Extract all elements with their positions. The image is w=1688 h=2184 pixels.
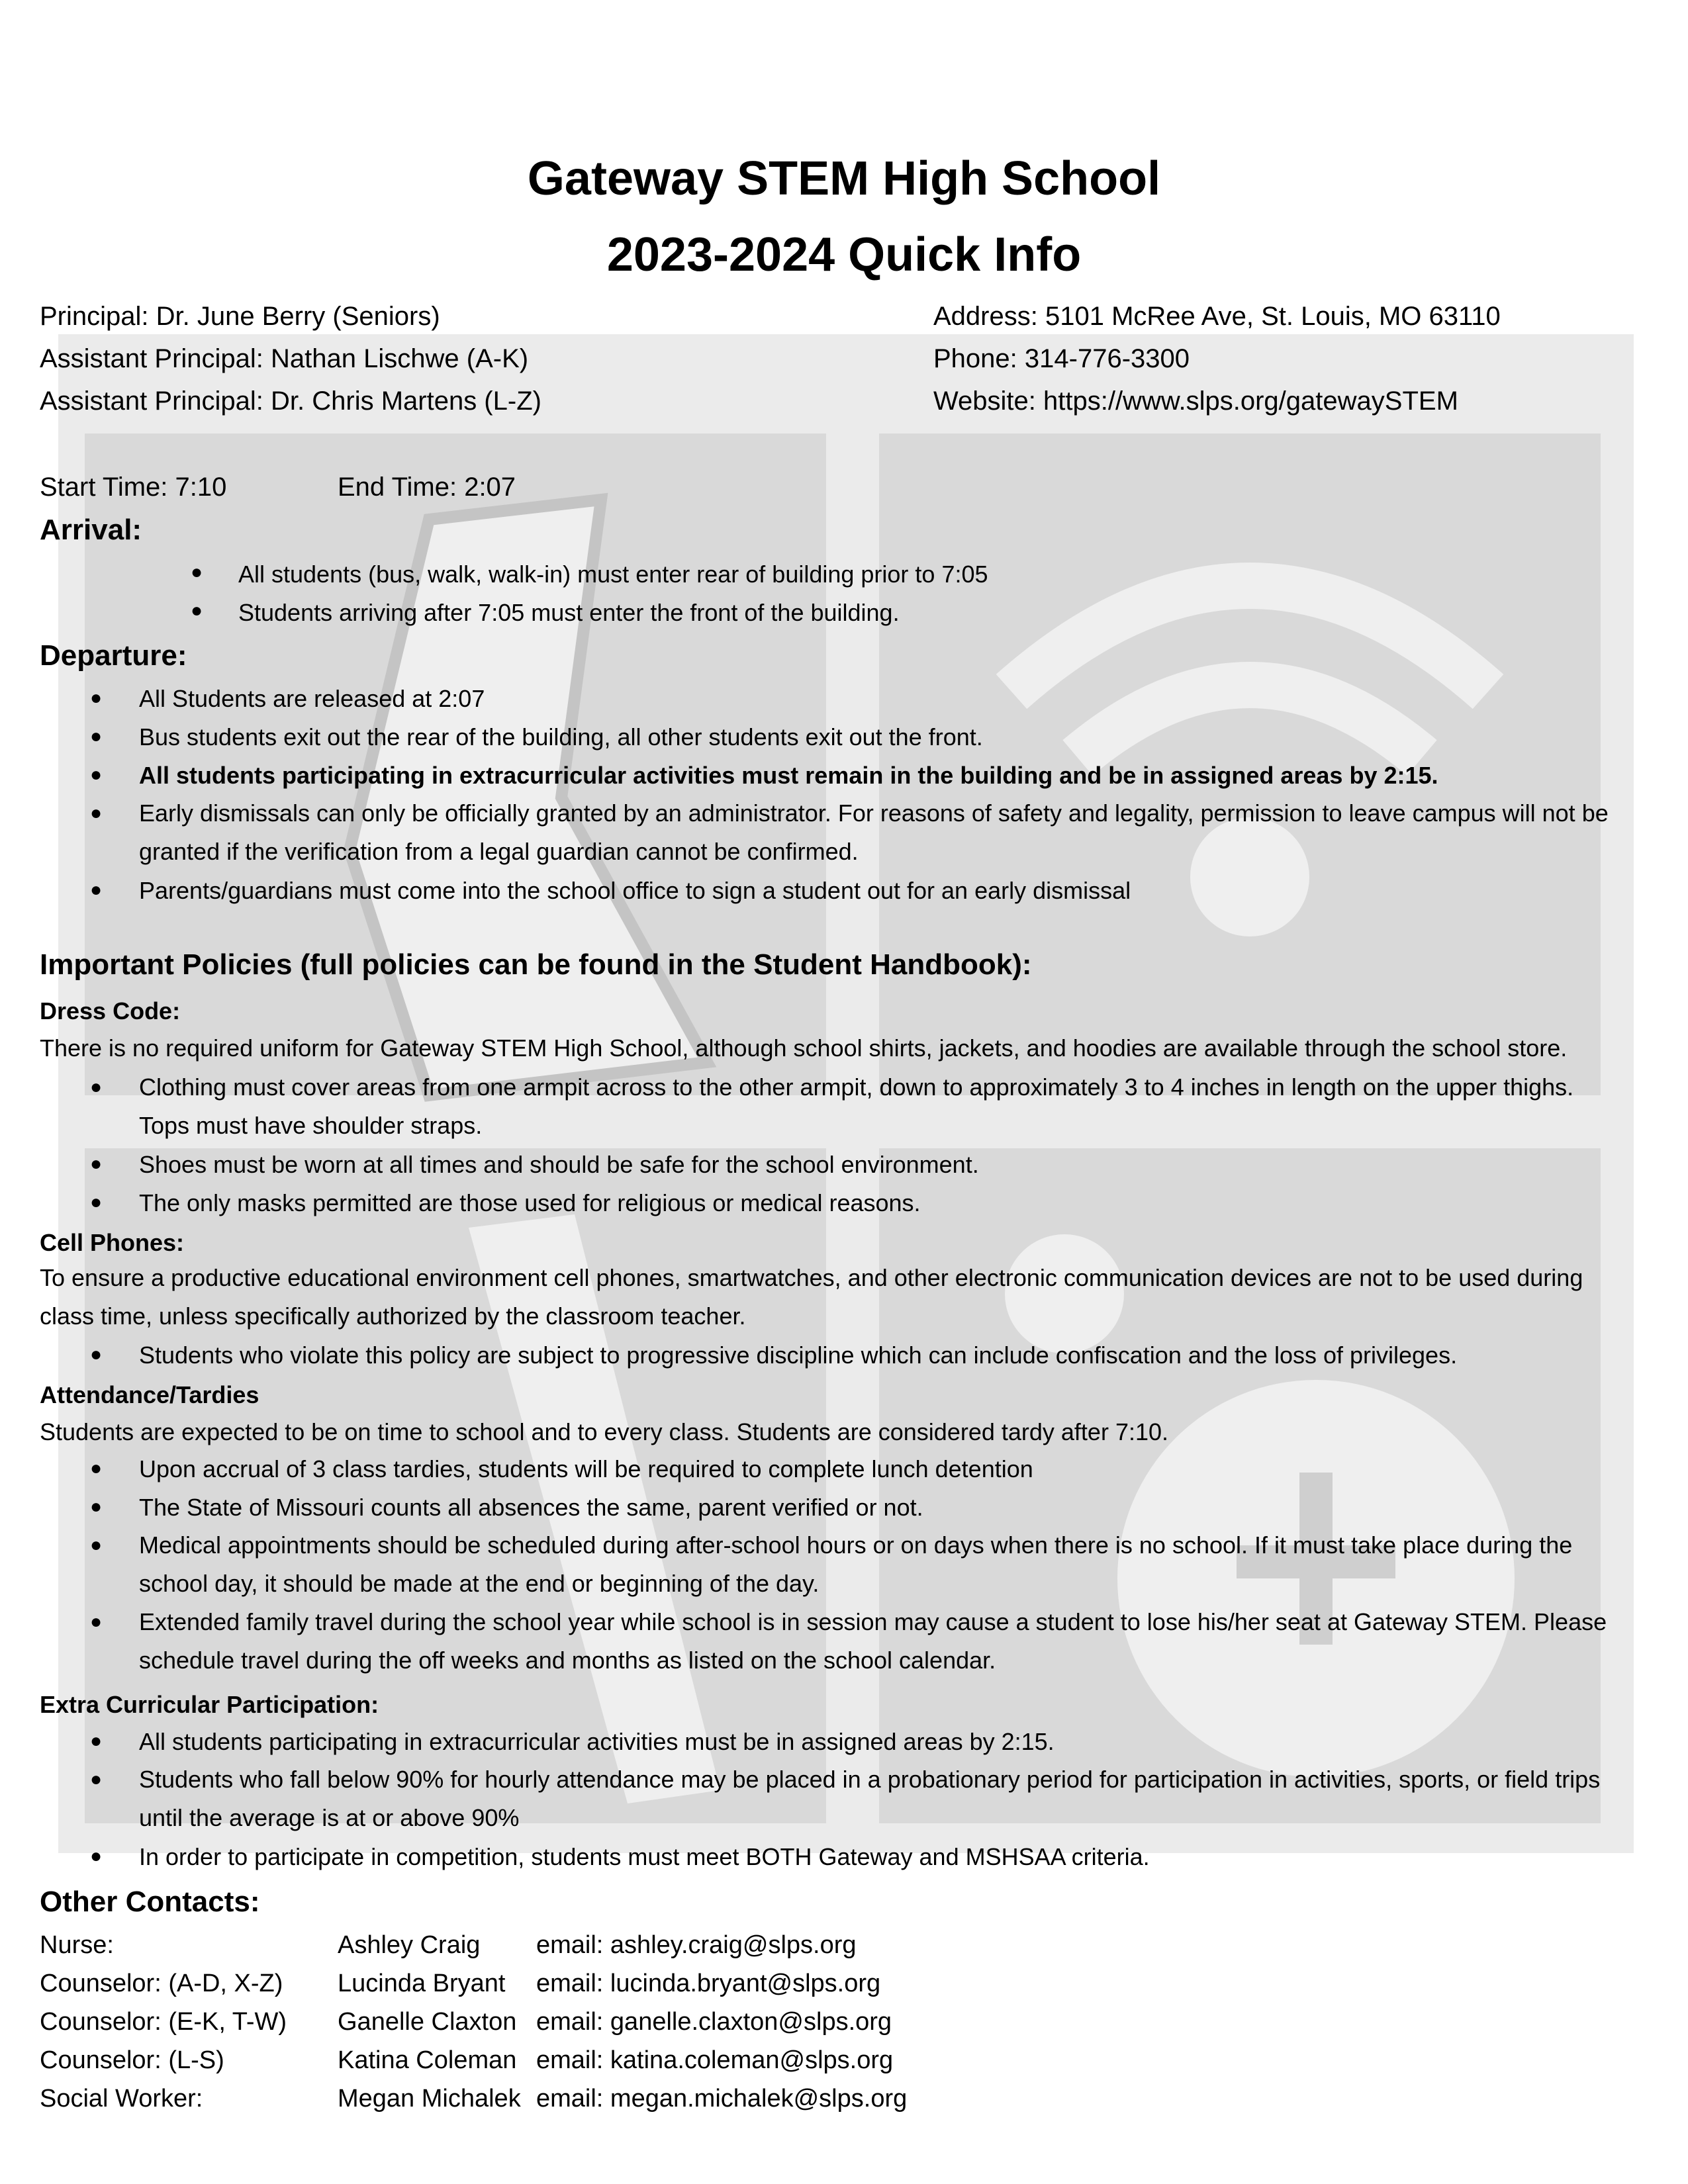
bullet-icon: ● bbox=[191, 600, 203, 621]
arrival-heading: Arrival: bbox=[40, 514, 142, 546]
bullet-icon: ● bbox=[90, 879, 103, 901]
cell-phones-item: Students who violate this policy are subject to progressive discipline which can include confiscation and the loss of privileges. bbox=[139, 1342, 1458, 1369]
bullet-icon: ● bbox=[90, 725, 103, 747]
website-link[interactable]: Website: https://www.slps.org/gatewaySTEM bbox=[933, 387, 1458, 416]
attendance-item: Medical appointments should be scheduled during after-school hours or on days when there is no school. If it must take place during the school day, it should be made at the end or beginning of the day. bbox=[139, 1531, 1573, 1597]
bullet-icon: ● bbox=[90, 1343, 103, 1365]
contact-email[interactable]: email: ashley.craig@slps.org bbox=[536, 1931, 857, 1959]
attendance-item: Extended family travel during the school year while school is in session may cause a student to lose his/her seat at Gateway STEM. Please schedule travel during the off weeks and months as listed on the school calendar. bbox=[139, 1608, 1607, 1674]
bullet-icon: ● bbox=[90, 1457, 103, 1479]
attendance-intro: Students are expected to be on time to school and to every class. Students are considered tardy after 7:10. bbox=[40, 1418, 1169, 1445]
contact-email[interactable]: email: ganelle.claxton@slps.org bbox=[536, 2008, 892, 2036]
bullet-icon: ● bbox=[90, 1496, 103, 1518]
arrival-item: All students (bus, walk, walk-in) must enter rear of building prior to 7:05 bbox=[238, 561, 988, 588]
departure-heading: Departure: bbox=[40, 639, 187, 672]
policies-heading: Important Policies (full policies can be found in the Student Handbook): bbox=[40, 948, 1032, 981]
cell-phones-intro: To ensure a productive educational environment cell phones, smartwatches, and other electronic communication devices are not to be used during class time, unless specifically authorized by the classroom teacher. bbox=[40, 1264, 1583, 1330]
bullet-icon: ● bbox=[90, 1730, 103, 1752]
start-time: Start Time: 7:10 bbox=[40, 473, 227, 502]
assistant-principal-2: Assistant Principal: Dr. Chris Martens (L-Z) bbox=[40, 387, 541, 416]
dress-code-item: The only masks permitted are those used for religious or medical reasons. bbox=[139, 1189, 921, 1216]
extracurricular-item: In order to participate in competition, students must meet BOTH Gateway and MSHSAA criteria. bbox=[139, 1843, 1150, 1870]
principal-line: Principal: Dr. June Berry (Seniors) bbox=[40, 302, 440, 331]
bullet-icon: ● bbox=[90, 1845, 103, 1867]
bullet-icon: ● bbox=[90, 1153, 103, 1175]
bullet-icon: ● bbox=[90, 802, 103, 824]
bullet-icon: ● bbox=[90, 1534, 103, 1556]
phone-line: Phone: 314-776-3300 bbox=[933, 344, 1190, 373]
extracurricular-item: Students who fall below 90% for hourly attendance may be placed in a probationary period for participation in activities, sports, or field trips until the average is at or above 90% bbox=[139, 1766, 1601, 1831]
attendance-heading: Attendance/Tardies bbox=[40, 1381, 259, 1408]
contact-role: Social Worker: bbox=[40, 2085, 203, 2113]
bullet-icon: ● bbox=[90, 687, 103, 709]
bullet-icon: ● bbox=[90, 1768, 103, 1790]
bullet-icon: ● bbox=[90, 1076, 103, 1098]
attendance-item: Upon accrual of 3 class tardies, students will be required to complete lunch detention bbox=[139, 1455, 1033, 1482]
contact-email[interactable]: email: megan.michalek@slps.org bbox=[536, 2085, 908, 2113]
dress-code-intro: There is no required uniform for Gateway STEM High School, although school shirts, jackets, and hoodies are available through the school store. bbox=[40, 1034, 1568, 1062]
dress-code-heading: Dress Code: bbox=[40, 997, 181, 1024]
departure-item-bold: All students participating in extracurricular activities must remain in the building and be in assigned areas by 2:15. bbox=[139, 762, 1438, 789]
contact-role: Counselor: (E-K, T-W) bbox=[40, 2008, 287, 2036]
contact-email[interactable]: email: lucinda.bryant@slps.org bbox=[536, 1970, 881, 1997]
departure-item: Bus students exit out the rear of the building, all other students exit out the front. bbox=[139, 723, 983, 751]
departure-item: Early dismissals can only be officially granted by an administrator. For reasons of safety and legality, permission to leave campus will not be granted if the verification from a legal guardian cannot be confirmed. bbox=[139, 799, 1609, 865]
bullet-icon: ● bbox=[90, 1191, 103, 1213]
contact-email[interactable]: email: katina.coleman@slps.org bbox=[536, 2046, 894, 2074]
address-line: Address: 5101 McRee Ave, St. Louis, MO 63110 bbox=[933, 302, 1501, 331]
dress-code-item: Shoes must be worn at all times and should be safe for the school environment. bbox=[139, 1151, 979, 1178]
dress-code-item: Clothing must cover areas from one armpit across to the other armpit, down to approximately 3 to 4 inches in length on the upper thighs. Tops must have shoulder straps. bbox=[139, 1073, 1574, 1139]
bullet-icon: ● bbox=[90, 1611, 103, 1633]
school-name-title: Gateway STEM High School bbox=[527, 152, 1161, 205]
contact-name: Katina Coleman bbox=[338, 2046, 517, 2074]
contact-name: Lucinda Bryant bbox=[338, 1970, 506, 1997]
contact-role: Counselor: (A-D, X-Z) bbox=[40, 1970, 283, 1997]
assistant-principal-1: Assistant Principal: Nathan Lischwe (A-K) bbox=[40, 344, 529, 373]
contact-role: Nurse: bbox=[40, 1931, 114, 1959]
departure-item: All Students are released at 2:07 bbox=[139, 685, 485, 712]
extracurricular-heading: Extra Curricular Participation: bbox=[40, 1691, 379, 1718]
contact-role: Counselor: (L-S) bbox=[40, 2046, 224, 2074]
bullet-icon: ● bbox=[90, 764, 103, 786]
departure-item: Parents/guardians must come into the school office to sign a student out for an early dismissal bbox=[139, 877, 1131, 904]
cell-phones-heading: Cell Phones: bbox=[40, 1229, 185, 1256]
extracurricular-item: All students participating in extracurricular activities must be in assigned areas by 2:15. bbox=[139, 1728, 1055, 1755]
year-title: 2023-2024 Quick Info bbox=[606, 228, 1082, 281]
contact-name: Ganelle Claxton bbox=[338, 2008, 517, 2036]
bullet-icon: ● bbox=[191, 561, 203, 583]
other-contacts-heading: Other Contacts: bbox=[40, 1886, 260, 1918]
arrival-item: Students arriving after 7:05 must enter the front of the building. bbox=[238, 599, 900, 626]
contact-name: Megan Michalek bbox=[338, 2085, 521, 2113]
end-time: End Time: 2:07 bbox=[338, 473, 516, 502]
contact-name: Ashley Craig bbox=[338, 1931, 481, 1959]
attendance-item: The State of Missouri counts all absences the same, parent verified or not. bbox=[139, 1494, 923, 1521]
